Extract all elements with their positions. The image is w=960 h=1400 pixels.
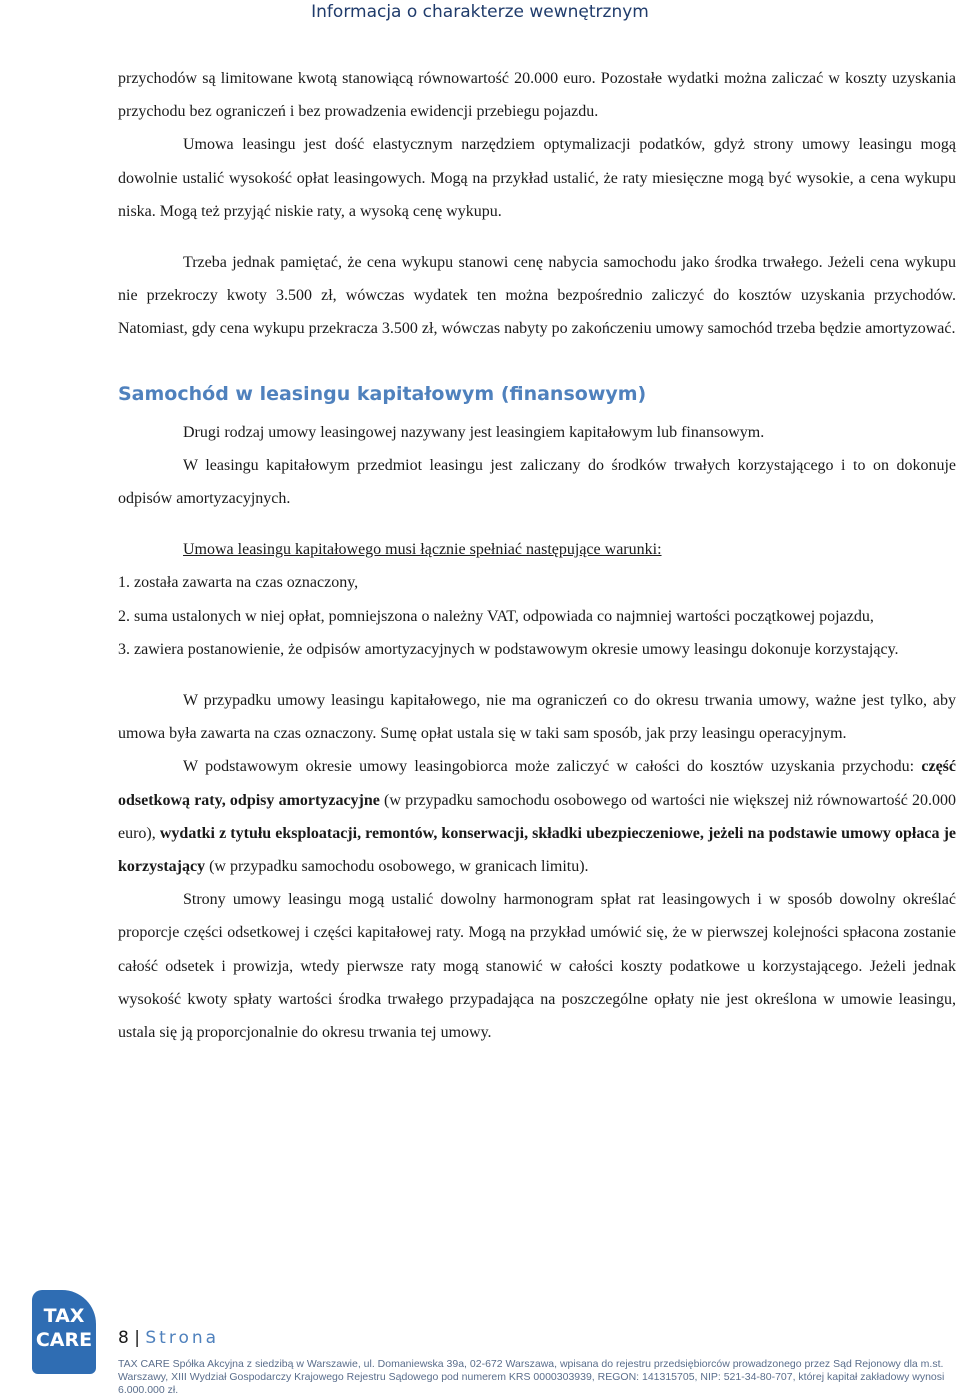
page-separator: | [134,1328,140,1348]
paragraph-7-bold-1: część odsetkową raty, odpisy amortyzacyjne [118,758,956,809]
paragraph-5: W leasingu kapitałowym przedmiot leasingu jest zaliczany do środków trwałych korzystającego i to on dokonuje odpisów amortyzacyjnych. [118,456,956,508]
header-title: Informacja o charakterze wewnętrznym [311,2,649,22]
page-label: Strona [145,1328,220,1348]
paragraph-7-bold-2: wydatki z tytułu eksploatacji, remontów, konserwacji, składki ubezpieczeniowe, jeżeli na podstawie umowy opłaca je korzystający [118,824,956,876]
paragraph-7-text-3: (w przypadku samochodu osobowego, w granicach limitu). [205,858,589,876]
paragraph-3: Trzeba jednak pamiętać, że cena wykupu stanowi cenę nabycia samochodu jako środka trwałego. Jeżeli cena wykupu nie przekroczy kwoty 3.500 zł, wówczas wydatek ten można bezpośrednio zaliczyć do kosztów uzyskania przychodów. Natomiast, gdy cena wykupu przekracza 3.500 zł, wówczas nabyty po zakończeniu umowy samochód trzeba będzie amortyzować. [118,254,956,338]
conditions-title-line [118,533,956,566]
paragraph-4: Drugi rodzaj umowy leasingowej nazywany jest leasingiem kapitałowym lub finansowym. [183,423,765,441]
section-heading: Samochód w leasingu kapitałowym (finansowym) [118,382,647,405]
logo-line-1: TAX [43,1305,85,1327]
paragraph-1: przychodów są limitowane kwotą stanowiącą równowartość 20.000 euro. Pozostałe wydatki można zaliczać w koszty uzyskania przychodu bez ograniczeń i bez prowadzenia ewidencji przebiegu pojazdu. [118,70,956,121]
paragraph-8: Strony umowy leasingu mogą ustalić dowolny harmonogram spłat rat leasingowych i w sposób dowolny określać proporcje części odsetkowej i części kapitałowej raty. Mogą na przykład umówić się, że w pierwszej kolejności spłacona zostanie całość odsetek i prowizja, wtedy pierwsze raty mogą stanowić w całości koszty podatkowe u korzystającego. Jeżeli jednak wysokość kwoty spłaty wartości środka trwałego przypadająca na poszczególne opłaty nie jest określona w umowie leasingu, ustala się ją proporcjonalnie do okresu trwania tej umowy. [118,891,956,1042]
condition-item-1: 1. została zawarta na czas oznaczony, [118,574,359,592]
condition-item-2: 2. suma ustalonych w niej opłat, pomniejszona o należny VAT, odpowiada co najmniej wartości początkowej pojazdu, [118,607,874,625]
page-number-line [118,1328,219,1348]
page-number: 8 [118,1328,129,1348]
company-info: TAX CARE Spółka Akcyjna z siedzibą w Warszawie, ul. Domaniewska 39a, 02-672 Warszawa, wpisana do rejestru przedsiębiorców prowadzonego przez Sąd Rejonowy dla m.st. Warszawy, XIII Wydział Gospodarczy Krajowego Rejestru Sądowego pod numerem KRS 0000303939, REGON: 141315705, NIP: 521-34-80-707, której kapitał zakładowy wynosi 6.000.000 zł. [118,1358,945,1396]
paragraph-7-text-1: W podstawowym okresie umowy leasingobiorca może zaliczyć w całości do kosztów uzyskania przychodu: [183,758,922,776]
paragraph-2: Umowa leasingu jest dość elastycznym narzędziem optymalizacji podatków, gdyż strony umowy leasingu mogą dowolnie ustalić wysokość opłat leasingowych. Mogą na przykład ustalić, że raty miesięczne mogą być wysokie, a cena wykupu niska. Mogą też przyjąć niskie raty, a wysoką cenę wykupu. [118,136,956,220]
document-body [118,62,956,1049]
paragraph-7 [118,750,956,883]
page-footer [0,1290,960,1400]
paragraph-7-text-2: (w przypadku samochodu osobowego od wartości nie większej niż równowartość 20.000 euro), [118,791,956,842]
paragraph-6: W przypadku umowy leasingu kapitałowego, nie ma ograniczeń co do okresu trwania umowy, ważne jest tylko, aby umowa była zawarta na czas oznaczony. Sumę opłat ustala się w taki sam sposób, jak przy leasingu operacyjnym. [118,692,956,743]
tax-care-logo [32,1290,96,1374]
conditions-title: Umowa leasingu kapitałowego musi łącznie spełniać następujące warunki: [183,541,662,559]
page-header [0,0,960,40]
condition-item-3: 3. zawiera postanowienie, że odpisów amortyzacyjnych w podstawowym okresie umowy leasingu dokonuje korzystający. [118,640,899,658]
logo-line-2: CARE [35,1329,93,1351]
